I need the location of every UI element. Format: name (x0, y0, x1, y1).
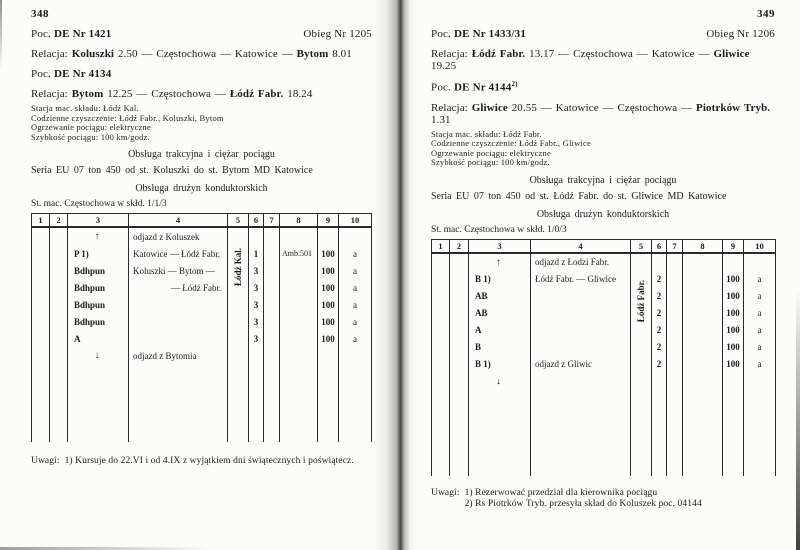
cell-marker (68, 347, 129, 364)
col-header: 1 (432, 239, 450, 253)
cell-speed: 100 (723, 322, 744, 339)
footnote-item: 2) Rs Piotrków Tryb. przesyła skład do Koluszek poc. 04144 (464, 498, 702, 509)
home-station-line: St. mac. Częstochowa w skłd. 1/0/3 (431, 224, 567, 235)
cell-speed: 100 (318, 330, 339, 347)
cell-marker (469, 373, 531, 390)
info-line: Stacja mac. składu: Łódź Fabr. (431, 128, 542, 139)
cell-brake: a (339, 313, 372, 330)
table-row (32, 330, 372, 347)
col-header: 9 (723, 239, 744, 253)
cell-speed: 100 (318, 245, 339, 262)
table-row (32, 313, 372, 330)
table-row (32, 296, 372, 313)
cell-brake: a (744, 339, 776, 356)
cell-route: odjazd z Koluszek (129, 227, 228, 245)
info-line: Codzienne czyszczenie: Łódź Fabr., Gliwice (431, 138, 591, 149)
col-header: 9 (318, 214, 339, 228)
train-id: Poc. DE Nr 4144$^{2)}$ (431, 80, 518, 94)
table-row (432, 271, 776, 288)
cell-wagon-type: Bdhpun (68, 296, 129, 313)
info-line: Ogrzewanie pociągu: elektryczne (431, 147, 551, 158)
cell-speed: 100 (723, 339, 744, 356)
book-page-349 (395, 0, 800, 550)
cell-note: Amb.501 (280, 245, 318, 262)
cell-wagon-type: A (469, 322, 531, 339)
cell-brake: a (339, 296, 372, 313)
locomotive-series-line: Seria EU 07 ton 450 od st. Łódź Fabr. do st. Gliwice MD Katowice (431, 190, 727, 202)
cell-wagon-type: AB (469, 305, 531, 322)
table-row (32, 347, 372, 364)
arrow-down-icon: ↓ (94, 350, 100, 361)
home-station-line: St. mac. Częstochowa w skłd. 1/1/3 (31, 199, 167, 209)
section-heading-crews: Obsługa drużyn konduktorskich (536, 208, 670, 220)
table-row (432, 305, 776, 322)
info-line: Stacja mac. składu: Łódź Kal. (31, 103, 139, 113)
arrow-up-icon: ↑ (496, 256, 501, 268)
cell-wagon-type: AB (469, 288, 531, 305)
cell-marker (469, 253, 531, 271)
depot-label: Łódź Fabr. (636, 279, 646, 322)
cell-brake: a (744, 305, 776, 322)
cell-route: odjazd z Łodzi Fabr. (531, 253, 631, 271)
route-line-2: Relacja: Bytom 12.25 — Częstochowa — Łódź Fabr. 18.24 (31, 88, 313, 100)
train-id: Poc. DE Nr 1433/31 (431, 28, 527, 40)
train-id: Poc. DE Nr 1421 (31, 28, 112, 40)
cell-depot-vertical (631, 253, 652, 476)
train-id: Poc. DE Nr 4134 (31, 68, 112, 80)
table-row (432, 356, 776, 373)
section-heading-traction: Obsługa trakcyjna i ciężar pociągu (128, 149, 275, 160)
col-header: 3 (469, 239, 531, 253)
col-header: 5 (228, 214, 249, 228)
col-header: 10 (339, 214, 372, 228)
table-header-row (432, 239, 776, 253)
cell-count: 3 (249, 313, 264, 330)
cell-speed: 100 (318, 262, 339, 279)
footnotes-label: Uwagi: (31, 456, 60, 466)
info-line: Codzienne czyszczenie: Łódź Fabr., Koluszki, Bytom (31, 112, 224, 123)
info-line: Ogrzewanie pociągu: elektryczne (31, 122, 151, 132)
col-header: 8 (280, 214, 318, 228)
table-row-spacer (432, 390, 776, 476)
table-row (432, 322, 776, 339)
cell-count: 2 (652, 305, 667, 322)
col-header: 6 (249, 214, 264, 228)
cell-count: 2 (652, 356, 667, 373)
cell-brake: a (744, 271, 776, 288)
col-header: 5 (631, 239, 652, 253)
table-row (32, 227, 372, 245)
cell-count: 3 (249, 330, 264, 347)
cell-brake: a (339, 262, 372, 279)
cell-brake: a (339, 279, 372, 296)
cell-wagon-type: B (469, 339, 531, 356)
cell-route: odjazd z Bytomia (129, 347, 228, 364)
footnotes (31, 456, 372, 466)
cell-depot-vertical (228, 227, 249, 442)
footnote-item: 1) Rezerwować przedział dla kierownika pociągu (464, 487, 658, 498)
col-header: 6 (652, 239, 667, 253)
locomotive-series-line: Seria EU 07 ton 450 od st. Koluszki do st. Bytom MD Katowice (31, 165, 313, 176)
train-header-1 (431, 28, 775, 40)
cell-route: — Łódź Fabr. (129, 279, 228, 296)
cell-speed: 100 (318, 279, 339, 296)
route-line-1: Relacja: Koluszki 2.50 — Częstochowa — Katowice — Bytom 8.01 (31, 48, 352, 60)
cell-speed: 100 (723, 356, 744, 373)
service-info-block (431, 130, 775, 168)
col-header: 7 (667, 239, 683, 253)
cell-wagon-type: Bdhpun (68, 262, 129, 279)
cell-wagon-type: B 1) (469, 356, 531, 373)
cell-brake: a (744, 322, 776, 339)
cell-speed: 100 (318, 296, 339, 313)
circulation-number: Obieg Nr 1206 (706, 28, 775, 40)
page-number: 348 (31, 8, 49, 20)
cell-brake: a (744, 288, 776, 305)
table-row (432, 288, 776, 305)
cell-speed: 100 (723, 271, 744, 288)
col-header: 2 (50, 214, 68, 228)
arrow-up-icon: ↑ (94, 231, 100, 242)
table-row (432, 339, 776, 356)
cell-count: 1 (249, 245, 264, 262)
train-header-2 (431, 80, 775, 94)
cell-brake: a (744, 356, 776, 373)
cell-count: 3 (249, 262, 264, 279)
cell-wagon-type: A (68, 330, 129, 347)
depot-label: Łódź Kal. (233, 248, 243, 287)
cell-count: 3 (249, 296, 264, 313)
col-header: 3 (68, 214, 129, 228)
table-header-row (32, 214, 372, 228)
footnotes-label: Uwagi: (431, 487, 460, 498)
footnotes (431, 488, 775, 509)
cell-count: 2 (652, 271, 667, 288)
route-line-2: Relacja: Gliwice 20.55 — Katowice — Częstochowa — Piotrków Tryb. 1.31 (431, 101, 771, 126)
cell-marker (68, 227, 129, 245)
cell-route: Koluszki — Bytom — (129, 262, 228, 279)
cell-wagon-type: B 1) (469, 271, 531, 288)
section-heading-crews: Obsługa drużyn konduktorskich (135, 183, 268, 194)
cell-count: 2 (652, 322, 667, 339)
book-page-348 (0, 0, 395, 550)
train-header-1 (31, 28, 372, 40)
table-row (432, 373, 776, 390)
col-header: 4 (129, 214, 228, 228)
cell-speed: 100 (318, 313, 339, 330)
col-header: 2 (450, 239, 469, 253)
col-header: 8 (683, 239, 723, 253)
service-info-block (31, 104, 372, 142)
circulation-number: Obieg Nr 1205 (303, 28, 372, 40)
cell-brake: a (339, 245, 372, 262)
col-header: 1 (32, 214, 50, 228)
cell-wagon-type: Bdhpun (68, 313, 129, 330)
cell-count: 2 (652, 339, 667, 356)
consist-table (431, 239, 776, 476)
footnote-marker: 2) (511, 80, 518, 88)
cell-speed: 100 (723, 305, 744, 322)
col-header: 7 (264, 214, 280, 228)
table-row (432, 253, 776, 271)
page-number: 349 (757, 8, 775, 20)
table-row-spacer (32, 364, 372, 442)
cell-wagon-type: P 1) (68, 245, 129, 262)
consist-table (31, 213, 372, 442)
section-heading-traction: Obsługa trakcyjna i ciężar pociągu (529, 174, 677, 186)
table-row (32, 279, 372, 296)
route-line-1: Relacja: Łódź Fabr. 13.17 — Częstochowa — Katowice — Gliwice 19.25 (431, 48, 750, 72)
cell-count: 2 (652, 288, 667, 305)
col-header: 4 (531, 239, 631, 253)
cell-count: 3 (249, 279, 264, 296)
cell-route: Katowice — Łódź Fabr. (129, 245, 228, 262)
table-row (32, 262, 372, 279)
info-line: Szybkość pociągu: 100 km/godz. (431, 157, 550, 168)
arrow-down-icon: ↓ (496, 375, 501, 387)
train-header-2 (31, 68, 372, 80)
cell-brake: a (339, 330, 372, 347)
info-line: Szybkość pociągu: 100 km/godz. (31, 131, 150, 142)
col-header: 10 (744, 239, 776, 253)
cell-speed: 100 (723, 288, 744, 305)
footnote-item: 1) Kursuje do 22.VI i od 4.IX z wyjątkiem dni świątecznych i poświątecz. (64, 456, 354, 466)
table-row (32, 245, 372, 262)
cell-wagon-type: Bdhpun (68, 279, 129, 296)
cell-route: Łódź Fabr. — Gliwice (531, 271, 631, 288)
cell-route: odjazd z Gliwic (531, 356, 631, 373)
